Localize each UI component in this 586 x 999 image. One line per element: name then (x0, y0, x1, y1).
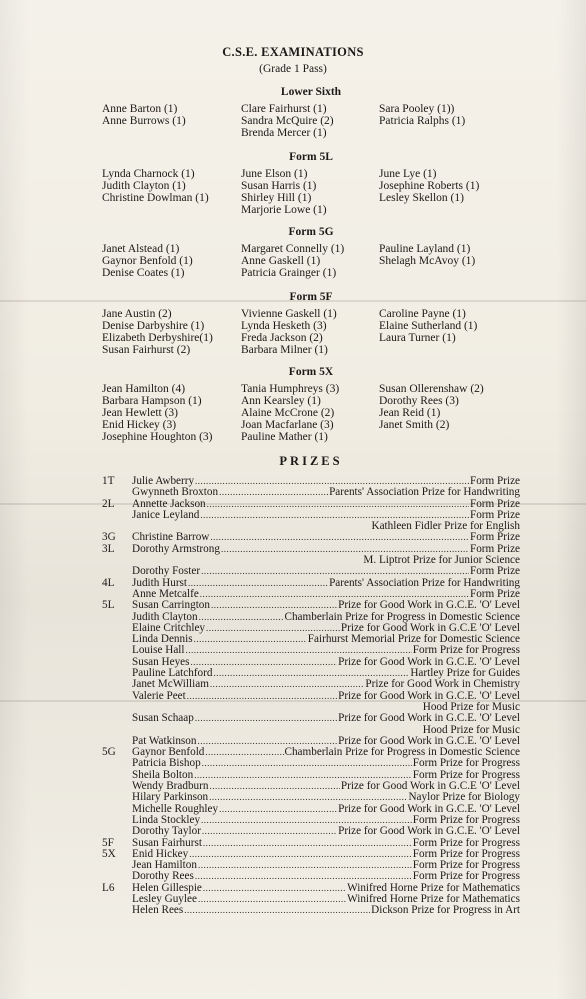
prize-winner-name: Gaynor Benfold (132, 746, 205, 759)
dot-leader (190, 657, 337, 668)
prize-title: Prize for Good Work in G.C.E. 'O' Level (338, 599, 520, 612)
prize-title: Form Prize for Progress (412, 813, 520, 826)
student-entry: Susan Harris (1) (241, 180, 317, 192)
student-entry: Josephine Roberts (1) (379, 180, 480, 192)
student-entry: Susan Ollerenshaw (2) (379, 383, 484, 395)
prize-form (102, 871, 132, 882)
student-entry: Joan Macfarlane (3) (241, 419, 334, 431)
student-entry: Jean Hewlett (3) (102, 407, 178, 419)
dot-leader (210, 679, 365, 690)
student-entry: Tania Humphreys (3) (241, 383, 340, 395)
prize-form (102, 792, 132, 803)
prize-winner-name: Dorothy Foster (132, 565, 201, 578)
prize-winner-name: Wendy Bradburn (132, 780, 209, 793)
name-column (102, 383, 213, 443)
student-entry: Margaret Connelly (1) (241, 243, 345, 255)
prize-form (102, 815, 132, 826)
prize-title: Form Prize for Progress (412, 644, 520, 657)
student-entry: Clare Fairhurst (1) (241, 103, 327, 115)
prize-title: Prize for Good Work in G.C.E 'O' Level (340, 621, 520, 634)
prize-row (102, 826, 520, 837)
prize-winner-name: Janice Leyland (132, 508, 200, 521)
prize-form (102, 860, 132, 871)
prize-title: Form Prize (469, 565, 520, 578)
prize-title: Fairhurst Memorial Prize for Domestic Science (307, 633, 520, 646)
page-subtitle: (Grade 1 Pass) (259, 63, 327, 75)
prize-form (102, 612, 132, 623)
dot-leader (202, 758, 412, 769)
prize-winner-name: Judith Clayton (132, 610, 198, 623)
prize-winner-name: Susan Carrington (132, 599, 210, 612)
student-entry: Sara Pooley (1)) (379, 103, 455, 115)
student-entry: Lynda Charnock (1) (102, 168, 195, 180)
prize-winner-name: Elaine Critchley (132, 621, 206, 634)
prize-form (102, 781, 132, 792)
prize-winner-name: Lesley Guylee (132, 892, 197, 905)
student-entry: Christine Dowlman (1) (102, 192, 209, 204)
prize-form (102, 645, 132, 656)
prize-title: Form Prize for Progress (412, 847, 520, 860)
prize-form: 2L (102, 497, 115, 510)
prize-title: Chamberlain Prize for Progress in Domestic Science (284, 610, 520, 623)
prize-form: 5G (102, 746, 116, 759)
name-column (102, 243, 193, 279)
prize-title: Form Prize (469, 508, 520, 521)
student-entry: Patricia Ralphs (1) (379, 115, 466, 127)
name-column (241, 103, 334, 139)
prize-form (102, 905, 132, 916)
page-title: C.S.E. EXAMINATIONS (222, 45, 364, 59)
student-entry: Denise Coates (1) (102, 267, 185, 279)
student-entry: Susan Fairhurst (2) (102, 344, 191, 356)
prize-winner-name: Dorothy Rees (132, 870, 194, 883)
prize-title: Form Prize (469, 475, 520, 487)
dot-leader (188, 578, 328, 589)
dot-leader (205, 747, 283, 758)
prize-form (102, 826, 132, 837)
form-heading-5g: Form 5G (288, 226, 334, 238)
student-entry: Gaynor Benfold (1) (102, 255, 193, 267)
dot-leader (202, 826, 337, 837)
dot-leader (201, 566, 469, 577)
student-entry: Lynda Hesketh (3) (241, 320, 327, 332)
prize-form (102, 758, 132, 769)
prize-title: Prize for Good Work in G.C.E. 'O' Level (338, 712, 520, 725)
prize-form (102, 487, 132, 498)
prize-winner-name: Christine Barrow (132, 531, 210, 544)
prize-winner-name: Susan Fairhurst (132, 836, 202, 849)
student-entry: Anne Burrows (1) (102, 115, 186, 127)
prize-title: Hood Prize for Music (422, 723, 520, 736)
student-entry: Anne Gaskell (1) (241, 255, 321, 267)
name-column (379, 168, 479, 204)
prize-title: Prize for Good Work in G.C.E 'O' Level (340, 780, 520, 793)
student-entry: Shelagh McAvoy (1) (379, 255, 476, 267)
prize-title: Naylor Prize for Biology (408, 791, 520, 804)
prize-form (102, 725, 132, 736)
prize-winner-name: Helen Gillespie (132, 881, 202, 894)
student-entry: Ann Kearsley (1) (241, 395, 321, 407)
prize-winner-name: Anne Metcalfe (132, 587, 199, 600)
prize-form (102, 713, 132, 724)
student-entry: Pauline Mather (1) (241, 431, 328, 443)
student-entry: Caroline Payne (1) (379, 308, 466, 320)
form-heading-5l: Form 5L (289, 151, 333, 163)
dot-leader (195, 713, 337, 724)
prize-form (102, 691, 132, 702)
student-entry: Laura Turner (1) (379, 332, 456, 344)
prize-row (102, 487, 520, 498)
student-entry: Pauline Layland (1) (379, 243, 471, 255)
prize-title: Parents' Association Prize for Handwriting (329, 486, 520, 499)
prize-form (102, 634, 132, 645)
student-entry: Barbara Hampson (1) (102, 395, 202, 407)
prize-winner-name: Dorothy Taylor (132, 825, 201, 838)
prize-title: Winifred Horne Prize for Mathematics (347, 892, 520, 905)
prize-winner-name: Julie Awberry (132, 475, 195, 487)
dot-leader (209, 792, 407, 803)
student-entry: Freda Jackson (2) (241, 332, 323, 344)
prize-title: Hartley Prize for Guides (410, 667, 520, 680)
name-column (241, 243, 344, 279)
student-entry: Anne Barton (1) (102, 103, 178, 115)
name-column (241, 383, 339, 443)
dot-leader (189, 849, 412, 860)
dot-leader (207, 499, 469, 510)
student-entry: Marjorie Lowe (1) (241, 204, 327, 216)
name-column (102, 308, 213, 356)
prize-form: 3G (102, 531, 116, 544)
prize-winner-name: Dorothy Armstrong (132, 542, 220, 555)
prize-title: Form Prize (469, 542, 520, 555)
dot-leader (219, 487, 328, 498)
name-column (379, 308, 477, 344)
prize-form (102, 668, 132, 679)
dot-leader (211, 600, 337, 611)
student-entry: Alaine McCrone (2) (241, 407, 335, 419)
prize-winner-name: Judith Hurst (132, 576, 188, 589)
student-entry: Jean Reid (1) (379, 407, 441, 419)
name-column (379, 383, 484, 431)
prize-title: Dickson Prize for Progress in Art (371, 904, 520, 917)
name-column (241, 308, 337, 356)
student-entry: Elizabeth Derbyshire(1) (102, 332, 213, 344)
prize-title: Form Prize for Progress (412, 757, 520, 770)
student-entry: Shirley Hill (1) (241, 192, 312, 204)
prize-form (102, 555, 132, 566)
prize-title: Chamberlain Prize for Progress in Domestic Science (284, 746, 520, 759)
student-entry: Denise Darbyshire (1) (102, 320, 205, 332)
prize-list (102, 476, 520, 917)
prize-form: 5L (102, 599, 115, 612)
form-heading-lower-sixth: Lower Sixth (280, 86, 342, 98)
dot-leader (184, 905, 370, 916)
prize-title: Form Prize (469, 587, 520, 600)
prize-row (102, 792, 520, 803)
student-entry: Vivienne Gaskell (1) (241, 308, 337, 320)
student-entry: Elaine Sutherland (1) (379, 320, 478, 332)
prize-form (102, 679, 132, 690)
prize-winner-name: Helen Rees (132, 904, 184, 917)
prize-title: Prize for Good Work in G.C.E. 'O' Level (338, 802, 520, 815)
prize-row (102, 600, 520, 611)
prize-title: Prize for Good Work in G.C.E. 'O' Level (338, 689, 520, 702)
prize-title: M. Liptrot Prize for Junior Science (363, 554, 520, 567)
prize-title: Prize for Good Work in G.C.E. 'O' Level (338, 655, 520, 668)
dot-leader (198, 894, 346, 905)
name-column (241, 168, 327, 216)
prize-form (102, 804, 132, 815)
dot-leader (210, 532, 469, 543)
prize-winner-name: Janet McWilliam (132, 678, 209, 691)
prizes-heading: PRIZES (279, 454, 343, 468)
student-entry: Sandra McQuire (2) (241, 115, 334, 127)
student-entry: Jean Hamilton (4) (102, 383, 186, 395)
student-entry: Barbara Milner (1) (241, 344, 328, 356)
name-column (102, 168, 209, 204)
prize-form: 1T (102, 475, 115, 487)
prize-title: Form Prize for Progress (412, 870, 520, 883)
student-entry: Brenda Mercer (1) (241, 127, 327, 139)
name-column (102, 103, 186, 127)
student-entry: Patricia Grainger (1) (241, 267, 337, 279)
prize-title: Hood Prize for Music (422, 700, 520, 713)
dot-leader (187, 691, 337, 702)
prize-form: L6 (102, 881, 115, 894)
prize-form: 3L (102, 542, 115, 555)
prize-form (102, 623, 132, 634)
prize-winner-name: Linda Dennis (132, 633, 193, 646)
prize-title: Prize for Good Work in G.C.E. 'O' Level (338, 825, 520, 838)
prize-form: 5F (102, 836, 114, 849)
prize-title: Form Prize (469, 531, 520, 544)
student-entry: Jane Austin (2) (102, 308, 172, 320)
name-column (379, 103, 465, 127)
form-heading-5f: Form 5F (289, 291, 333, 303)
prize-form (102, 657, 132, 668)
dot-leader (219, 804, 337, 815)
prize-winner-name: Susan Heyes (132, 655, 190, 668)
prize-title: Parents' Association Prize for Handwriting (329, 576, 520, 589)
prize-row (102, 679, 520, 690)
dot-leader (203, 838, 412, 849)
dot-leader (198, 860, 412, 871)
prize-winner-name: Linda Stockley (132, 813, 201, 826)
prize-winner-name: Gwynneth Broxton (132, 486, 219, 499)
prize-form (102, 566, 132, 577)
student-entry: June Lye (1) (379, 168, 437, 180)
prize-winner-name: Annette Jackson (132, 497, 206, 510)
student-entry: Enid Hickey (3) (102, 419, 177, 431)
prize-winner-name: Sheila Bolton (132, 768, 194, 781)
prize-title: Form Prize for Progress (412, 859, 520, 872)
prize-winner-name: Michelle Roughley (132, 802, 219, 815)
prize-title: Kathleen Fidler Prize for English (371, 520, 520, 533)
prize-winner-name: Pauline Latchford (132, 667, 213, 680)
dot-leader (203, 883, 346, 894)
dot-leader (194, 634, 307, 645)
prize-row (102, 713, 520, 724)
student-entry: Dorothy Rees (3) (379, 395, 459, 407)
name-column (379, 243, 475, 267)
dot-leader (199, 612, 284, 623)
dot-leader (195, 871, 412, 882)
prize-winner-name: Hilary Parkinson (132, 791, 209, 804)
dot-leader (209, 781, 339, 792)
prize-title: Prize for Good Work in Chemistry (365, 678, 520, 691)
prize-winner-name: Enid Hickey (132, 847, 189, 860)
prize-row (102, 905, 520, 916)
prize-form: 5X (102, 847, 116, 860)
prize-row (102, 566, 520, 577)
student-entry: Josephine Houghton (3) (102, 431, 213, 443)
prize-winner-name: Valerie Peet (132, 689, 186, 702)
prize-form (102, 894, 132, 905)
student-entry: Lesley Skellon (1) (379, 192, 464, 204)
prize-row (102, 871, 520, 882)
prize-title: Form Prize (469, 497, 520, 510)
prize-title: Winifred Horne Prize for Mathematics (347, 881, 520, 894)
prize-form (102, 770, 132, 781)
prize-title: Form Prize for Progress (412, 836, 520, 849)
prize-winner-name: Pat Watkinson (132, 734, 197, 747)
prize-form (102, 702, 132, 713)
prize-title: Form Prize for Progress (412, 768, 520, 781)
prize-winner-name: Louise Hall (132, 644, 185, 657)
prize-winner-name: Susan Schaap (132, 712, 194, 725)
prize-title: Prize for Good Work in G.C.E. 'O' Level (338, 734, 520, 747)
prize-winner-name: Patricia Bishop (132, 757, 201, 770)
student-entry: Janet Alstead (1) (102, 243, 180, 255)
form-heading-5x: Form 5X (288, 366, 334, 378)
student-entry: June Elson (1) (241, 168, 308, 180)
prize-winner-name: Jean Hamilton (132, 859, 197, 872)
student-entry: Janet Smith (2) (379, 419, 450, 431)
prize-form (102, 510, 132, 521)
prize-form: 4L (102, 576, 115, 589)
student-entry: Judith Clayton (1) (102, 180, 186, 192)
